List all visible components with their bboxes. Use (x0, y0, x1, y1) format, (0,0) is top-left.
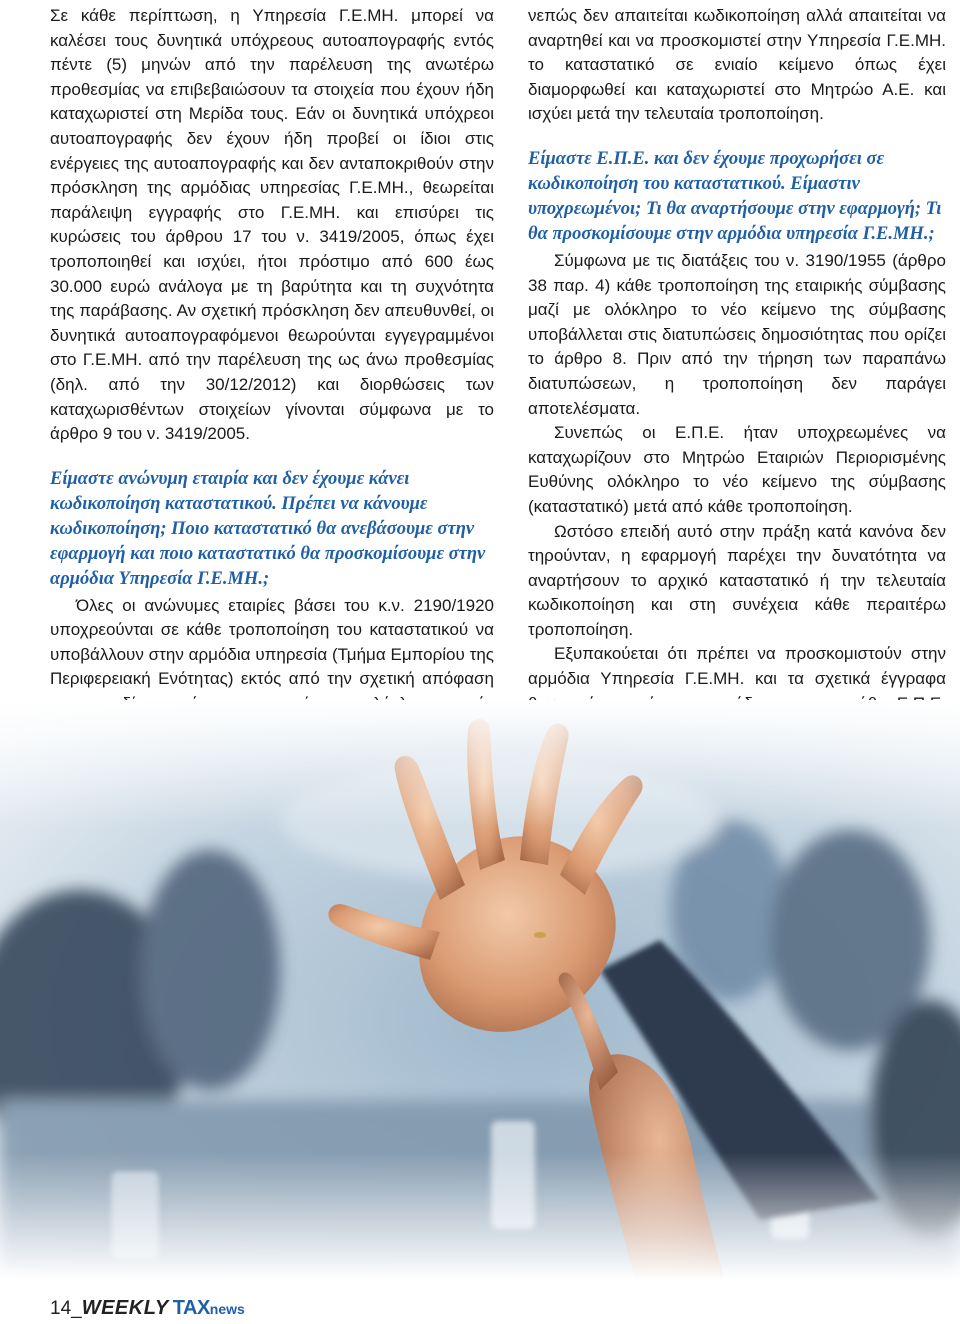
brand-tax: TAX (172, 1297, 210, 1319)
photo-illustration (0, 700, 960, 1280)
page-number: 14_ (50, 1298, 82, 1319)
brand-weekly: WEEKLY (81, 1297, 169, 1319)
answer-paragraph: Εξυπακούεται ότι πρέπει να προσκομιστούν στην αρμόδια Υπηρεσία Γ.Ε.ΜΗ. και τα σχετικά έγγραφα (528, 644, 946, 689)
answer-paragraph: Συνεπώς οι Ε.Π.Ε. ήταν υποχρεωμένες να καταχωρίζουν στο Μητρώο Εταιριών Περιορισμένης Ευθύνης ολόκληρο το νέο κείμενο της σύμβασης (καταστατικό) μετά από κάθε τροποποίηση. (528, 423, 946, 516)
body-paragraph: Σε κάθε περίπτωση, η Υπηρεσία Γ.Ε.ΜΗ. μπορεί να καλέσει τους δυνητικά υπόχρεους αυτοαπογραφής εντός πέντε (5) μηνών από την παρέλευση της ανωτέρω προθεσμίας να επιβεβαιώσουν τα στοιχεία που έχουν ήδη καταχωριστεί στη Μερίδα τους. Εάν οι δυνητικά υπόχρεοι αυτοαπογραφής δεν έχουν ήδη προβεί οι ίδιοι στις ενέργειες της αυτοαπογραφής και δεν ανταποκριθούν στην πρόσκληση της αρμόδιας υπηρεσίας Γ.Ε.ΜΗ., θεωρείται παράλειψη εγγραφής στο Γ.Ε.ΜΗ. και επισύρει τις κυρώσεις του άρθρου 17 του ν. 3419/2005, όπως έχει τροποποιηθεί και ισχύει, ήτοι πρόστιμο από 600 έως 30.000 ευρώ ανάλογα με τη βαρύτητα και τη συχνότητα της παράβασης. Αν σχετική πρόσκληση δεν απευθυνθεί, οι δυνητικά αυτοαπογραφόμενοι θεωρούνται εγγεγραμμένοι στο Γ.Ε.ΜΗ. από την παρέλευση της ως άνω προθεσμίας (δηλ. από την 30/12/2012) και διορθώσεις των καταχωρισθέντων στοιχείων γίνονται σύμφωνα με το άρθρο 9 του ν. 3419/2005. (50, 6, 494, 444)
brand-news: news (209, 1301, 245, 1317)
meeting-hands-photo (0, 700, 960, 1280)
question-heading: Είμαστε Ε.Π.Ε. και δεν έχουμε προχωρήσει σε κωδικοποίηση του καταστατικού. Είμαστιν υποχρεωμένοι; Τι θα αναρτήσουμε στην εφαρμογή; Τι θα προσκομίσουμε στην αρμόδια υπηρεσία Γ.Ε.ΜΗ.; (528, 148, 942, 244)
answer-paragraph: Όλες οι ανώνυμες εταιρίες βάσει του κ.ν. 2190/1920 υποχρεούνται σε κάθε τροποποίηση του καταστατικού να υποβάλλουν στην αρμόδια υπηρεσία (Τμήμα Εμπορίου της Περιφερειακή Ενότητας) εκτός από την σχετική απόφαση (50, 595, 494, 689)
answer-paragraph: Ωστόσο επειδή αυτό στην πράξη κατά κανόνα δεν τηρούνταν, η εφαρμογή παρέχει την δυνατότητα να αναρτήσουν το αρχικό καταστατικό ή την τελευταία κωδικοποίηση και στη συνέχεια κάθε περαιτέρω τροποποίηση. (528, 521, 946, 639)
answer-paragraph: Σύμφωνα με τις διατάξεις του ν. 3190/1955 (άρθρο 38 παρ. 4) κάθε τροποποίηση της εταιρικής σύμβασης μαζί με ολόκληρο το νέο κείμενο της σύμβασης υποβάλλεται στις διατυπώσεις δημοσιότητας που ορίζει το άρθρο 8. Πριν από την τήρηση των παραπάνω διατυπώσεων, η τροποποίηση δεν παράγει αποτελέσματα. (528, 250, 946, 418)
question-heading: Είμαστε ανώνυμη εταιρία και δεν έχουμε κάνει κωδικοποίηση καταστατικού. Πρέπει να κάνουμε κωδικοποίηση; Ποιο καταστατικό θα ανεβάσουμε στην εφαρμογή και ποιο καταστατικό θα προσκομίσουμε στην αρμόδια Υπηρεσία Γ.Ε.ΜΗ.; (50, 468, 486, 589)
left-column (50, 4, 494, 790)
page-footer (50, 1297, 245, 1321)
body-paragraph: νεπώς δεν απαιτείται κωδικοποίηση αλλά απαιτείται να αναρτηθεί και να προσκομιστεί στην Υπηρεσία Γ.Ε.ΜΗ. το καταστατικό σε ενιαίο κείμενο όπως έχει διαμορφωθεί και καταχωριστεί στο Μητρώο Α.Ε. και ισχύει μετά την τελευταία τροποποίηση. (528, 6, 946, 124)
right-column (528, 4, 946, 796)
